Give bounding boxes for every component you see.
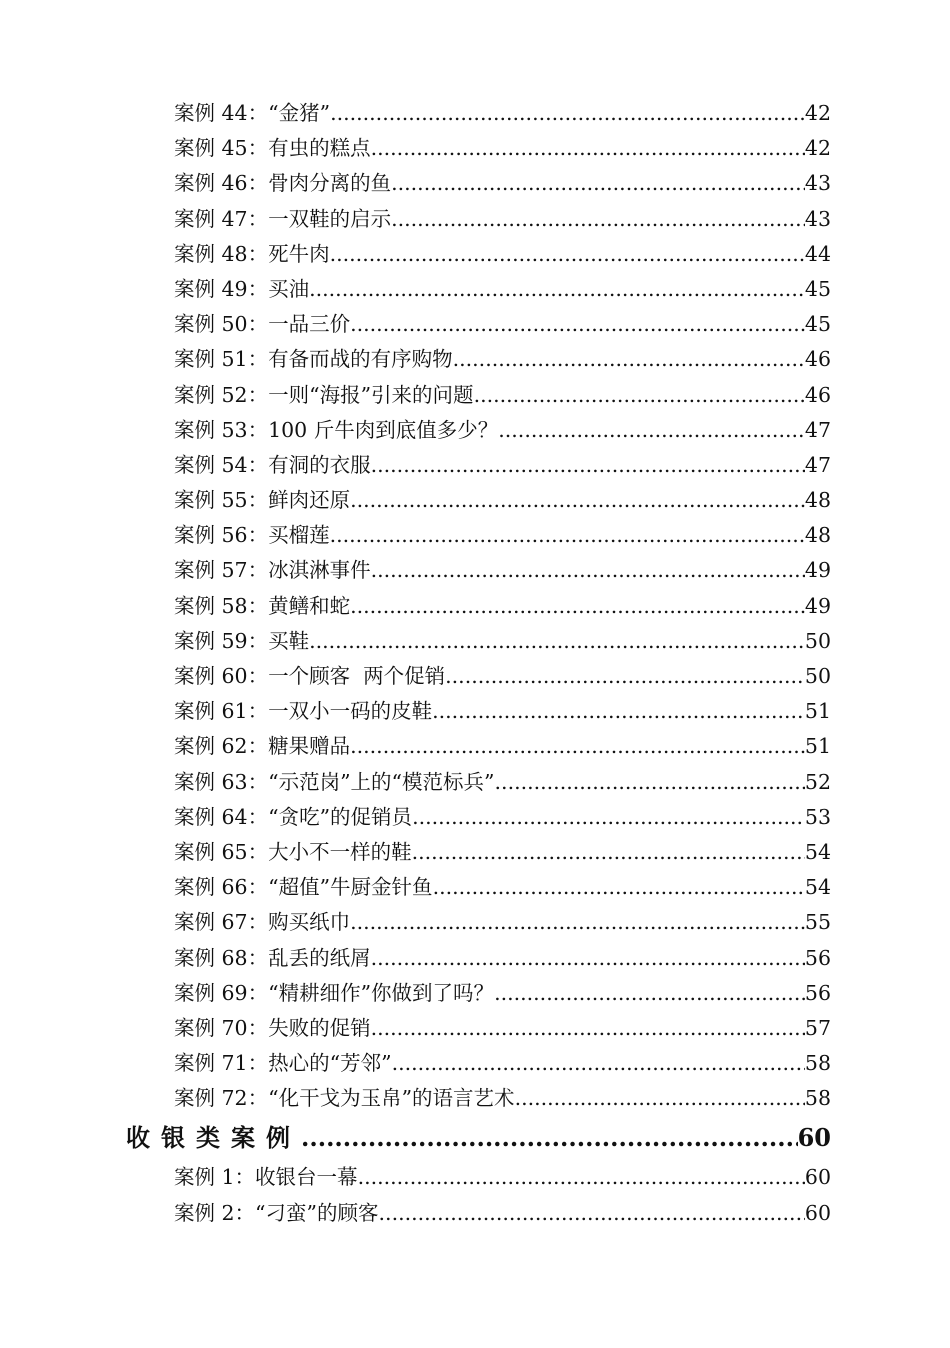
toc-entry[interactable]	[0, 202, 831, 237]
toc-page-number: 58	[804, 1086, 831, 1111]
toc-entry[interactable]	[0, 166, 831, 201]
toc-page-number: 48	[804, 523, 831, 548]
toc-entry-title: 案例 68：乱丢的纸屑	[174, 945, 371, 970]
toc-section-title: 收银类案例	[126, 1123, 301, 1153]
toc-page-number: 51	[804, 699, 831, 724]
toc-entry[interactable]	[0, 694, 831, 729]
toc-page-number: 51	[804, 734, 831, 759]
toc-page-number: 44	[804, 241, 831, 266]
toc-entry-title: 案例 58：黄鳝和蛇	[174, 593, 351, 618]
toc-entry[interactable]	[0, 835, 831, 870]
toc-entry[interactable]	[0, 448, 831, 483]
toc-page-number: 55	[804, 910, 831, 935]
toc-entry-title: 案例 51：有备而战的有序购物	[174, 347, 453, 372]
toc-dot-leader	[358, 1160, 805, 1195]
toc-entry-title: 案例 1：收银台一幕	[174, 1165, 358, 1190]
toc-dot-leader	[350, 589, 805, 624]
toc-entry-title: 案例 63：“示范岗”上的“模范标兵”	[174, 769, 495, 794]
toc-dot-leader	[301, 1116, 798, 1160]
toc-entry-title: 案例 2：“刁蛮”的顾客	[174, 1200, 379, 1225]
toc-dot-leader	[330, 518, 805, 553]
toc-entry[interactable]	[0, 800, 831, 835]
toc-page-number: 45	[804, 276, 831, 301]
toc-section-heading[interactable]	[0, 1116, 831, 1160]
toc-page-number: 42	[804, 136, 831, 161]
toc-page-number: 49	[804, 593, 831, 618]
toc-entry-title: 案例 72：“化干戈为玉帛”的语言艺术	[174, 1086, 515, 1111]
toc-page-number: 49	[804, 558, 831, 583]
toc-entry-title: 案例 49：买油	[174, 276, 310, 301]
toc-dot-leader	[309, 272, 805, 307]
toc-dot-leader	[432, 694, 805, 729]
toc-dot-leader	[412, 800, 805, 835]
toc-entry[interactable]	[0, 518, 831, 553]
toc-page-number: 45	[804, 312, 831, 337]
toc-entry-title: 案例 64：“贪吃”的促销员	[174, 804, 413, 829]
toc-entry-title: 案例 45：有虫的糕点	[174, 136, 371, 161]
toc-entry-title: 案例 56：买榴莲	[174, 523, 330, 548]
toc-entry-title: 案例 66：“超值”牛厨金针鱼	[174, 875, 433, 900]
toc-page-number: 47	[804, 417, 831, 442]
toc-entry[interactable]	[0, 553, 831, 588]
toc-dot-leader	[330, 96, 805, 131]
toc-entry-title: 案例 61：一双小一码的皮鞋	[174, 699, 433, 724]
toc-entry-title: 案例 71：热心的“芳邻”	[174, 1051, 392, 1076]
toc-dot-leader	[371, 1011, 805, 1046]
toc-dot-leader	[515, 1081, 805, 1116]
toc-entry[interactable]	[0, 307, 831, 342]
toc-page-number: 47	[804, 452, 831, 477]
toc-page-number: 46	[804, 382, 831, 407]
toc-entry[interactable]	[0, 413, 831, 448]
toc-entry[interactable]	[0, 237, 831, 272]
toc-dot-leader	[379, 1196, 805, 1231]
toc-entry[interactable]	[0, 1046, 831, 1081]
toc-entry[interactable]	[0, 941, 831, 976]
toc-dot-leader	[391, 166, 805, 201]
toc-dot-leader	[371, 553, 805, 588]
toc-dot-leader	[371, 131, 805, 166]
toc-entry-title: 案例 47：一双鞋的启示	[174, 206, 392, 231]
toc-page-number: 60	[797, 1123, 831, 1153]
toc-dot-leader	[330, 237, 805, 272]
toc-entry-title: 案例 53：100 斤牛肉到底值多少？	[174, 417, 499, 442]
toc-entry[interactable]	[0, 624, 831, 659]
toc-entry-title: 案例 67：购买纸巾	[174, 910, 351, 935]
toc-dot-leader	[433, 870, 805, 905]
toc-entry-title: 案例 52：一则“海报”引来的问题	[174, 382, 474, 407]
toc-dot-leader	[453, 342, 805, 377]
toc-entry-title: 案例 55：鲜肉还原	[174, 488, 351, 513]
toc-dot-leader	[350, 307, 805, 342]
toc-page-number: 43	[804, 171, 831, 196]
toc-entry[interactable]	[0, 1196, 831, 1231]
toc-entry[interactable]	[0, 131, 831, 166]
toc-page-number: 50	[804, 628, 831, 653]
toc-entry-title: 案例 50：一品三价	[174, 312, 351, 337]
toc-entry[interactable]	[0, 729, 831, 764]
toc-dot-leader	[392, 1046, 805, 1081]
toc-entry-title: 案例 44：“金猪”	[174, 101, 331, 125]
toc-dot-leader	[474, 378, 805, 413]
toc-entry[interactable]	[0, 378, 831, 413]
toc-page-number: 53	[804, 804, 831, 829]
toc-page-number: 60	[804, 1200, 831, 1225]
toc-entry-title: 案例 57：冰淇淋事件	[174, 558, 371, 583]
toc-page-number: 50	[804, 664, 831, 688]
toc-entry[interactable]	[0, 272, 831, 307]
toc-page-number: 54	[804, 875, 831, 900]
toc-page-number: 60	[804, 1165, 831, 1190]
toc-entry[interactable]	[0, 1081, 831, 1116]
toc-dot-leader	[309, 624, 805, 659]
toc-page-number: 56	[804, 980, 831, 1005]
toc-dot-leader	[495, 765, 805, 800]
toc-dot-leader	[371, 448, 805, 483]
toc-entry[interactable]	[0, 870, 831, 905]
toc-dot-leader	[498, 413, 805, 448]
toc-entry-title: 案例 60：一个顾客 两个促销	[174, 664, 446, 688]
toc-entry-title: 案例 46：骨肉分离的鱼	[174, 171, 392, 196]
toc-dot-leader	[371, 941, 805, 976]
toc-dot-leader	[350, 483, 805, 518]
toc-entry[interactable]	[0, 1160, 831, 1195]
toc-page-number: 48	[804, 488, 831, 513]
toc-entry-title: 案例 65：大小不一样的鞋	[174, 839, 412, 864]
toc-dot-leader	[412, 835, 805, 870]
toc-entry[interactable]	[0, 1011, 831, 1046]
toc-dot-leader	[445, 659, 805, 694]
toc-entry[interactable]	[0, 96, 831, 131]
table-of-contents	[0, 96, 950, 1231]
toc-page-number: 42	[804, 101, 831, 125]
toc-entry[interactable]	[0, 765, 831, 800]
toc-entry-title: 案例 48：死牛肉	[174, 241, 330, 266]
toc-page-number: 57	[804, 1015, 831, 1040]
toc-entry[interactable]	[0, 659, 831, 694]
toc-page-number: 52	[804, 769, 831, 794]
toc-entry[interactable]	[0, 342, 831, 377]
toc-entry-title: 案例 69：“精耕细作”你做到了吗？	[174, 980, 495, 1005]
toc-dot-leader	[350, 729, 805, 764]
toc-entry-title: 案例 70：失败的促销	[174, 1015, 371, 1040]
toc-page-number: 56	[804, 945, 831, 970]
toc-dot-leader	[350, 905, 805, 940]
toc-page-number: 43	[804, 206, 831, 231]
toc-entry-title: 案例 54：有洞的衣服	[174, 452, 371, 477]
toc-entry[interactable]	[0, 589, 831, 624]
toc-page-number: 46	[804, 347, 831, 372]
toc-entry[interactable]	[0, 483, 831, 518]
toc-entry-title: 案例 62：糖果赠品	[174, 734, 351, 759]
toc-page-number: 58	[804, 1051, 831, 1076]
toc-entry[interactable]	[0, 905, 831, 940]
toc-entry[interactable]	[0, 976, 831, 1011]
toc-dot-leader	[494, 976, 805, 1011]
toc-entry-title: 案例 59：买鞋	[174, 628, 310, 653]
toc-page-number: 54	[804, 839, 831, 864]
toc-dot-leader	[391, 202, 805, 237]
